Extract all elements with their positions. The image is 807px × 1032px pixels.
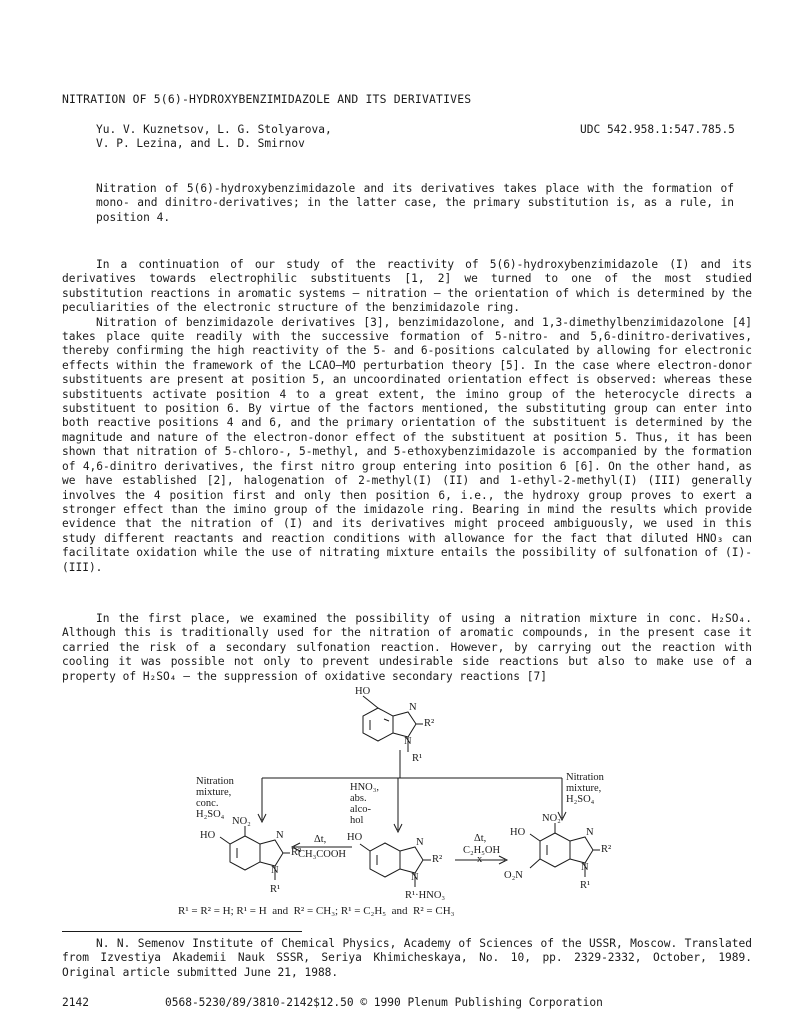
top-n-label-1: N xyxy=(409,702,417,713)
middle-conditions: HNO₃, abs. alco- hol xyxy=(350,782,380,826)
middle-r1-hno3-label: R¹·HNO₃ xyxy=(405,890,446,901)
left-benzene-ring xyxy=(230,836,260,870)
page-number: 2142 xyxy=(62,996,89,1009)
top-n-label-2: N xyxy=(404,736,412,747)
footnote-rule xyxy=(62,931,302,932)
arrow1-bottom-label: CH₃COOH xyxy=(298,849,346,860)
paragraph-1: In a continuation of our study of the reactivity of 5(6)-hydroxybenzimidazole (I) and its derivatives towards electrophilic substituents [1, 2] we turned to one of the most studied substitution reactions in aromatic systems — nitration — the orientation of which is determined by the peculiarities of the electronic structure of the benzimidazole ring. xyxy=(62,258,752,315)
abstract: Nitration of 5(6)-hydroxybenzimidazole and its derivatives takes place with the formation of mono- and dinitro-derivatives; in the latter case, the primary substitution is, as a rule, in position 4. xyxy=(96,182,734,224)
top-r2-label: R² xyxy=(424,718,435,729)
arrow1-top-label: Δt, xyxy=(314,834,327,845)
article-title: NITRATION OF 5(6)-HYDROXYBENZIMIDAZOLE AND ITS DERIVATIVES xyxy=(62,92,472,106)
middle-r2-label: R² xyxy=(432,854,443,865)
reaction-scheme xyxy=(0,686,807,920)
author-line-2: V. P. Lezina, and L. D. Smirnov xyxy=(96,137,305,151)
top-r1-label: R¹ xyxy=(412,753,423,764)
left-ho-label: HO xyxy=(200,830,216,841)
arrow2-bottom-label: C₂H₅OH xyxy=(463,845,501,856)
top-imidazole-ring xyxy=(393,712,416,737)
right-imidazole-ring xyxy=(570,837,593,863)
arrow2-cross-mark: x xyxy=(477,854,483,865)
right-no2-label: NO₂ xyxy=(542,813,561,824)
body-text-continued xyxy=(62,612,752,684)
middle-n-label-2: N xyxy=(411,872,419,883)
right-benzene-ring xyxy=(540,833,570,867)
footnote xyxy=(62,937,752,980)
scheme-drawing xyxy=(0,690,807,920)
middle-imidazole-ring xyxy=(400,847,423,873)
body-text xyxy=(62,258,752,575)
middle-ho-label: HO xyxy=(347,832,363,843)
right-conditions: Nitration mixture, H₂SO₄ xyxy=(566,772,604,805)
left-n-label-2: N xyxy=(271,865,279,876)
left-r2-label: R² xyxy=(291,847,302,858)
copyright-line: 0568-5230/89/3810-2142$12.50 © 1990 Plenum Publishing Corporation xyxy=(165,996,603,1009)
left-conditions: Nitration mixture, conc. H₂SO₄ xyxy=(196,776,234,820)
arrow2-top-label: Δt, xyxy=(474,833,487,844)
right-ho-label: HO xyxy=(510,827,526,838)
middle-benzene-ring xyxy=(370,843,400,877)
left-n-label-1: N xyxy=(276,830,284,841)
right-r2-label: R² xyxy=(601,844,612,855)
middle-n-label-1: N xyxy=(416,837,424,848)
right-n-label-2: N xyxy=(581,862,589,873)
footnote-text: N. N. Semenov Institute of Chemical Physics, Academy of Sciences of the USSR, Moscow. Translated from Izvestiya Akademii Nauk SSSR, Seriya Khimicheskaya, No. 10, pp. 2329-2332, October, 1989. Original article submitted June 21, 1988. xyxy=(62,937,752,979)
author-list xyxy=(96,123,332,152)
paragraph-3: In the first place, we examined the possibility of using a nitration mixture in conc. H₂SO₄. Although this is traditionally used for the nitration of aromatic compounds, in the present case it carried the risk of a secondary sulfonation reaction. However, by carrying out the reaction with cooling it was possible not only to prevent undesirable side reactions but also to make use of a property of H₂SO₄ — the suppression of oxidative secondary reactions [7] xyxy=(62,612,752,683)
right-n-label-1: N xyxy=(586,827,594,838)
author-line-1: Yu. V. Kuznetsov, L. G. Stolyarova, xyxy=(96,123,332,136)
right-o2n-label: O₂N xyxy=(504,870,523,881)
right-r1-label: R¹ xyxy=(580,880,591,891)
udc-code: UDC 542.958.1:547.785.5 xyxy=(580,123,735,136)
left-r1-label: R¹ xyxy=(270,884,281,895)
left-no2-label: NO₂ xyxy=(232,816,251,827)
top-ho-label: HO xyxy=(355,686,371,697)
left-imidazole-ring xyxy=(260,840,283,866)
scheme-caption: R¹ = R² = H; R¹ = H and R² = CH₃; R¹ = C₂H₅ and R² = CH₃ xyxy=(178,905,455,917)
top-benzene-ring xyxy=(363,708,393,741)
paragraph-2: Nitration of benzimidazole derivatives [3], benzimidazolone, and 1,3-dimethylbenzimidazolone [4] takes place quite readily with the successive formation of 5-nitro- and 5,6-dinitro-derivatives, thereby confirming the high reactivity of the 5- and 6-positions calculated by allowing for electronic effects within the framework of the LCAO–MO perturbation theory [5]. In the case where electron-donor substituents are present at position 5, an uncoordinated orientation effect is observed: whereas these substituents activate position 4 to a great extent, the imino group of the heterocycle directs a substituent to position 6. By virtue of the factors mentioned, the substituting group can enter into both reactive positions 4 and 6, and the primary orientation of the substituent is determined by the magnitude and nature of the electron-donor effect of the substituent at position 5. Thus, it has been shown that nitration of 5-chloro-, 5-methyl, and 5-ethoxybenzimidazole is accompanied by the formation of 4,6-dinitro derivatives, the first nitro group entering into position 6 [6]. On the other hand, as we have established [2], halogenation of 2-methyl(I) (II) and 1-ethyl-2-methyl(I) (III) generally involves the 4 position first and only then position 6, i.e., the hydroxy group proves to exert a stronger effect than the imino group of the imidazole ring. Bearing in mind the results which provide evidence that the nitration of (I) and its derivatives might proceed ambiguously, we used in this study different reactants and reaction conditions with allowance for the fact that diluted HNO₃ can facilitate oxidation while the use of nitrating mixture entails the possibility of sulfonation of (I)-(III). xyxy=(62,315,752,574)
